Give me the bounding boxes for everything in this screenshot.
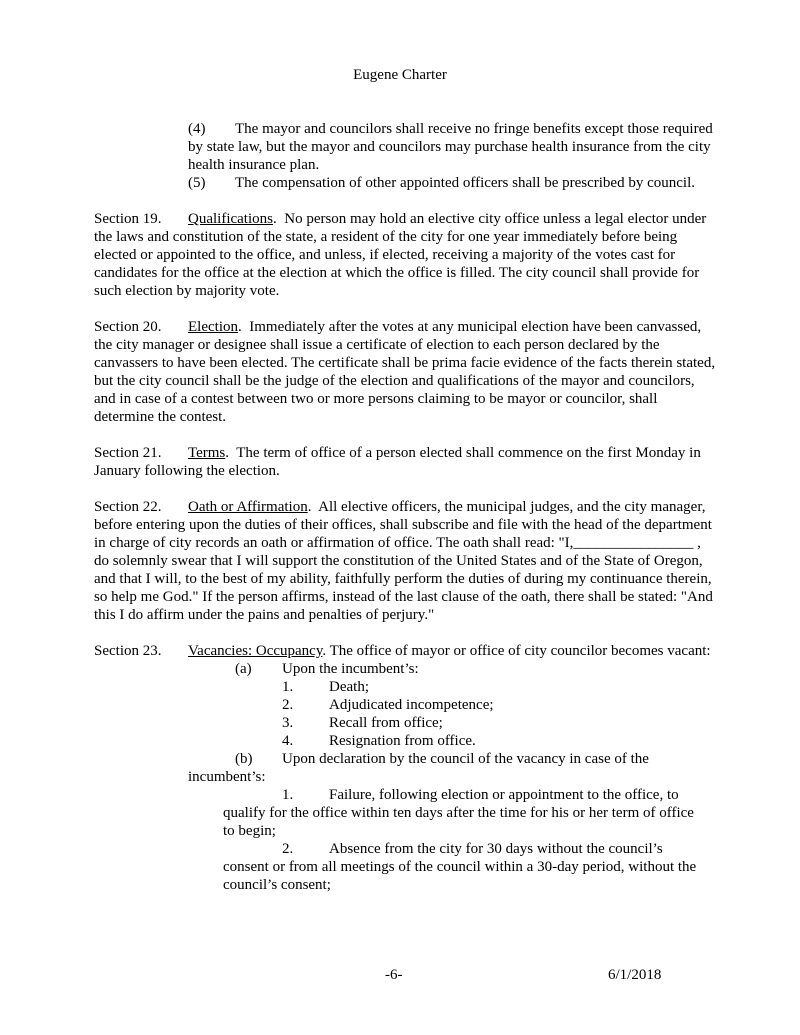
item-text: Failure, following election or appointment to the office, to qualify for the office within ten days after the time for his or her term of office to begin; <box>223 787 694 839</box>
list-item <box>94 732 716 750</box>
item-text: Absence from the city for 30 days without the council’s consent or from all meetings of the council within a 30-day period, without the council’s consent; <box>223 841 697 893</box>
section-label: Section 21. <box>94 445 162 461</box>
item-number: 2. <box>282 697 294 713</box>
list-item <box>94 696 716 714</box>
section-title: Vacancies: Occupancy <box>188 643 323 659</box>
section-text: The office of mayor or office of city councilor becomes vacant: <box>329 643 711 659</box>
section-title: Terms <box>188 445 226 461</box>
item-text: Death; <box>329 679 369 695</box>
clause-a <box>94 660 716 678</box>
section-label: Section 22. <box>94 499 162 515</box>
page-header: Eugene Charter <box>353 67 447 83</box>
section-text: Immediately after the votes at any municipal election have been canvassed, the city manager or designee shall issue a certificate of election to each person declared by the canvassers to have been elected. The certificate shall be prima facie evidence of the facts therein stated, but the city council shall be the judge of the election and qualifications of the mayor and councilors, and in case of a contest between two or more persons claiming to be mayor or councilor, shall determine the contest. <box>94 319 716 425</box>
section-19: Section 19. Qualifications. No person may hold an elective city office unless a legal elector under the laws and constitution of the state, a resident of the city for one year immediately before being elected or appointed to the office, and unless, if elected, receiving a majority of the votes cast for candidates for the office at the election at which the office is filled. The city council shall provide for such election by majority vote. <box>94 211 707 299</box>
section-title: Qualifications <box>188 211 273 227</box>
section-23: Section 23. Vacancies: Occupancy. The office of mayor or office of city councilor becomes vacant: <box>94 643 711 659</box>
paragraph-number: (5) <box>188 175 206 191</box>
paragraph-text: The compensation of other appointed officers shall be prescribed by council. <box>235 175 695 191</box>
section-label: Section 23. <box>94 643 162 659</box>
revision-date: 6/1/2018 <box>608 967 662 983</box>
section-text: All elective officers, the municipal judges, and the city manager, before entering upon the duties of their offices, shall subscribe and file with the head of the department in charge of city records an oath or affirmation of office. The oath shall read: "I,________________ , do solemnly swear that I will support the constitution of the United States and of the State of Oregon, and that I will, to the best of my ability, faithfully perform the duties of during my continuance therein, so help me God." If the person affirms, instead of the last clause of the oath, there shall be stated: "And this I do affirm under the pains and penalties of perjury." <box>94 499 713 623</box>
document-body <box>94 120 716 894</box>
section-20: Section 20. Election. Immediately after the votes at any municipal election have been canvassed, the city manager or designee shall issue a certificate of election to each person declared by the canvassers to have been elected. The certificate shall be prima facie evidence of the facts therein stated, but the city council shall be the judge of the election and qualifications of the mayor and councilors, and in case of a contest between two or more persons claiming to be mayor or councilor, shall determine the contest. <box>94 319 716 425</box>
item-number: 4. <box>282 733 294 749</box>
paragraph-number: (4) <box>188 121 206 137</box>
section-title: Oath or Affirmation <box>188 499 308 515</box>
list-item <box>223 786 703 840</box>
clause-label: (b) <box>235 751 253 767</box>
paragraph-text: The mayor and councilors shall receive no fringe benefits except those required by state law, but the mayor and councilors may purchase health insurance from the city health insurance plan. <box>188 121 713 173</box>
list-item <box>94 714 716 732</box>
item-number: 2. <box>282 841 294 857</box>
item-number: 3. <box>282 715 294 731</box>
paragraph-18-4 <box>94 120 716 174</box>
clause-text: Upon declaration by the council of the vacancy in case of the incumbent’s: <box>188 751 649 785</box>
item-text: Adjudicated incompetence; <box>329 697 494 713</box>
item-text: Recall from office; <box>329 715 443 731</box>
page-number: -6- <box>385 967 403 983</box>
item-text: Resignation from office. <box>329 733 476 749</box>
section-text: The term of office of a person elected shall commence on the first Monday in January following the election. <box>94 445 701 479</box>
section-22: Section 22. Oath or Affirmation. All elective officers, the municipal judges, and the city manager, before entering upon the duties of their offices, shall subscribe and file with the head of the department in charge of city records an oath or affirmation of office. The oath shall read: "I,________________ , do solemnly swear that I will support the constitution of the United States and of the State of Oregon, and that I will, to the best of my ability, faithfully perform the duties of during my continuance therein, so help me God." If the person affirms, instead of the last clause of the oath, there shall be stated: "And this I do affirm under the pains and penalties of perjury." <box>94 499 713 623</box>
clause-text: Upon the incumbent’s: <box>282 661 419 677</box>
clause-b <box>188 750 716 786</box>
section-label: Section 19. <box>94 211 162 227</box>
list-item <box>223 840 703 894</box>
section-title: Election <box>188 319 238 335</box>
item-number: 1. <box>282 679 294 695</box>
list-item <box>94 678 716 696</box>
clause-label: (a) <box>235 661 252 677</box>
section-text: No person may hold an elective city office unless a legal elector under the laws and constitution of the state, a resident of the city for one year immediately before being elected or appointed to the office, and unless, if elected, receiving a majority of the votes cast for candidates for the office at the election at which the office is filled. The city council shall provide for such election by majority vote. <box>94 211 707 299</box>
paragraph-18-5 <box>94 174 716 192</box>
item-number: 1. <box>282 787 294 803</box>
section-label: Section 20. <box>94 319 162 335</box>
section-21: Section 21. Terms. The term of office of a person elected shall commence on the first Monday in January following the election. <box>94 445 701 479</box>
